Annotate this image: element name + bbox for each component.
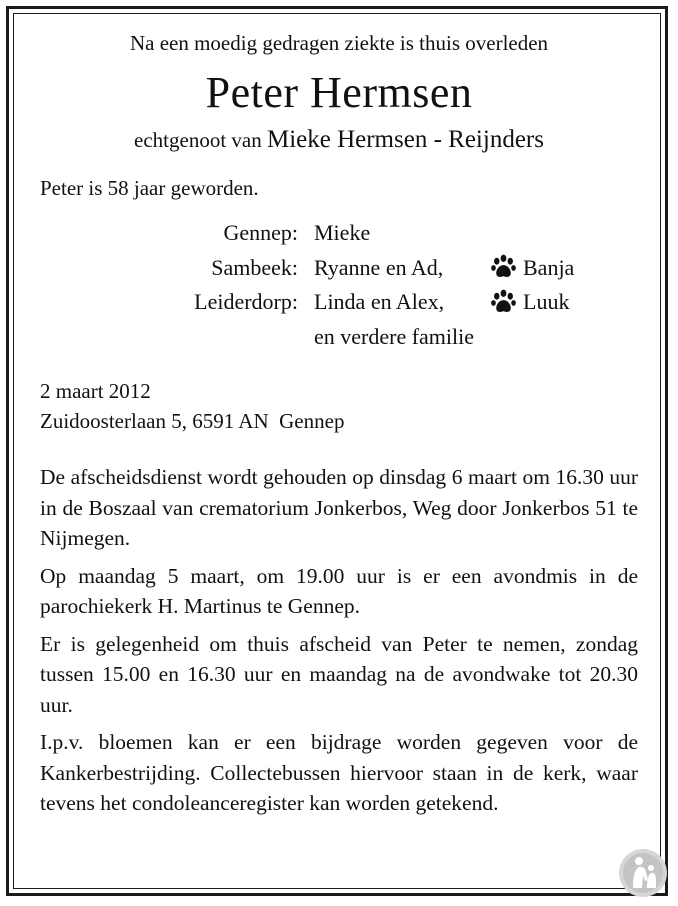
spouse-line: [40, 123, 638, 157]
death-notice: [40, 28, 638, 819]
date-address-block: [40, 376, 638, 436]
family-place: Sambeek:: [211, 254, 298, 280]
family-row: [40, 285, 638, 320]
notice-date: 2 maart 2012: [40, 379, 151, 403]
family-place: [40, 320, 314, 355]
age-line: Peter is 58 jaar geworden.: [40, 176, 259, 200]
intro-text: Na een moedig gedragen ziekte is thuis overleden: [129, 31, 549, 55]
family-pet: [490, 251, 574, 286]
family-names: en verdere familie: [314, 323, 475, 349]
memorial-logo-icon: [618, 848, 668, 898]
family-row: [40, 251, 638, 286]
donation-paragraph: I.p.v. bloemen kan er een bijdrage worden gegeven voor de Kankerbestrijding. Collectebussen hiervoor staan in de kerk, waar tevens het condoleanceregister kan worden getekend.: [40, 730, 638, 815]
family-place: Gennep:: [223, 220, 298, 245]
paw-print-icon: [490, 289, 517, 316]
mass-paragraph: Op maandag 5 maart, om 19.00 uur is er een avondmis in de parochiekerk H. Martinus te Gennep.: [40, 563, 638, 618]
family-names: Mieke: [314, 220, 371, 245]
family-list: [40, 216, 638, 354]
family-names: Linda en Alex,: [314, 289, 445, 314]
pet-name: Banja: [523, 254, 575, 280]
deceased-name: Peter Hermsen: [205, 68, 473, 117]
family-place: Leiderdorp:: [194, 289, 298, 314]
family-row: [40, 216, 638, 251]
paw-print-icon: [490, 254, 517, 281]
home-address: Zuidoosterlaan 5, 6591 AN Gennep: [40, 409, 345, 433]
spouse-name: Mieke Hermsen - Reijnders: [266, 126, 544, 153]
pet-name: Luuk: [523, 289, 570, 314]
service-paragraph: De afscheidsdienst wordt gehouden op dinsdag 6 maart om 16.30 uur in de Boszaal van crematorium Jonkerbos, Weg door Jonkerbos 51 te Nijmegen.: [40, 465, 638, 550]
family-names: Ryanne en Ad,: [314, 254, 444, 280]
family-pet: [490, 285, 569, 320]
family-row: [40, 320, 638, 355]
farewell-paragraph: Er is gelegenheid om thuis afscheid van Peter te nemen, zondag tussen 15.00 en 16.30 uur en maandag na de avondwake tot 20.30 uur.: [40, 631, 638, 717]
spouse-prefix: echtgenoot van: [134, 128, 262, 152]
